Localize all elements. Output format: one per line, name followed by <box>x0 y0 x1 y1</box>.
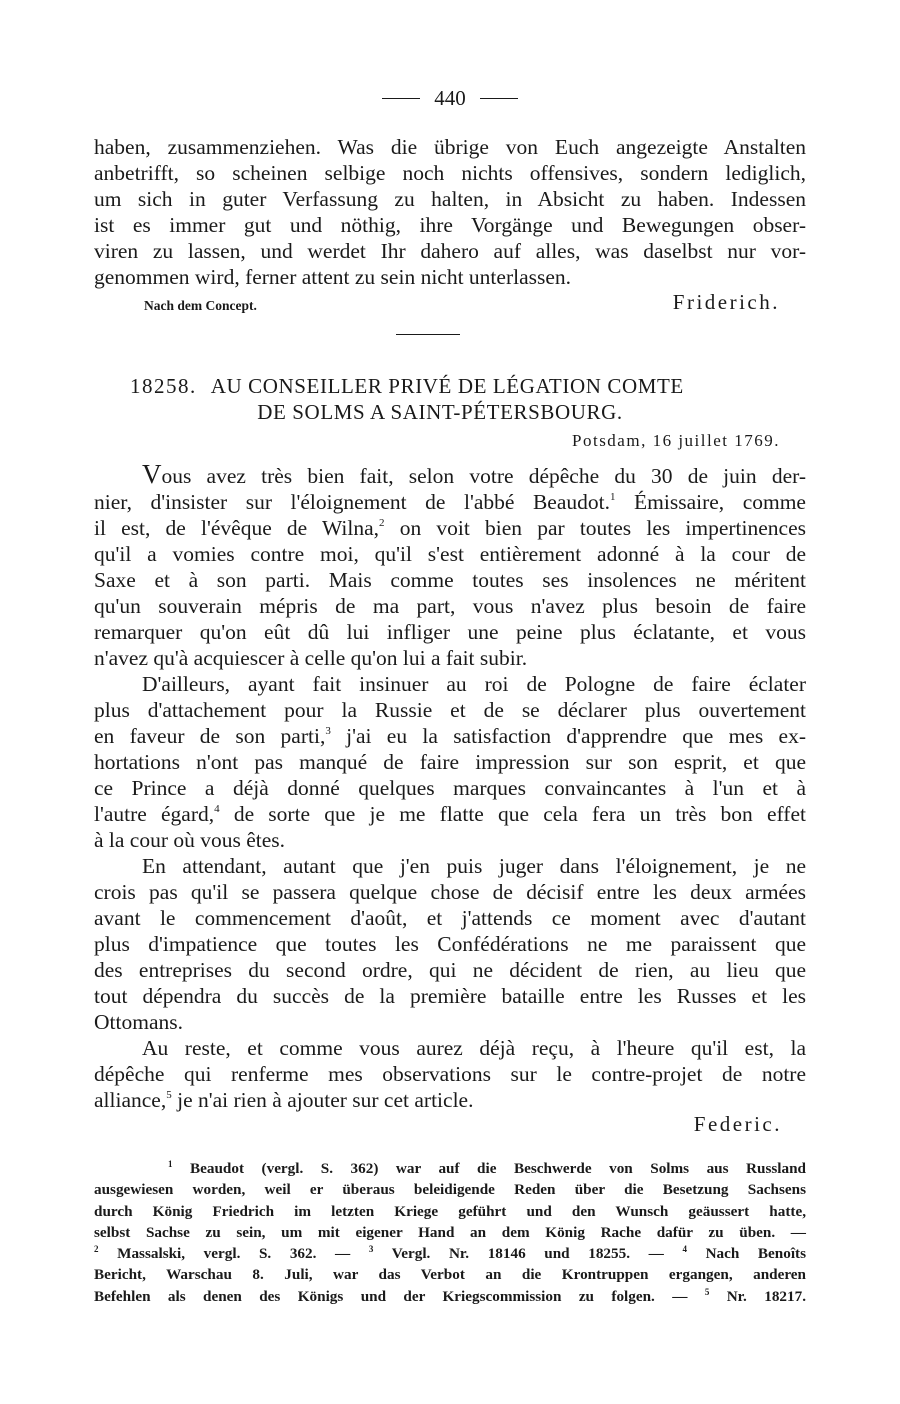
letter-number: 18258. <box>130 374 197 398</box>
text-line: haben, zusammenziehen. Was die übrige von Euch angezeigte Anstalten <box>94 135 806 159</box>
footnote-ref: 1 <box>609 491 616 503</box>
footnote-mark: 3 <box>368 1244 374 1255</box>
page-number: 440 <box>434 86 466 110</box>
text-line: qu'il a vomies contre moi, qu'il s'est entièrement adonné à la cour de <box>94 542 806 566</box>
footnote-line: Bericht, Warschau 8. Juli, war das Verbot an die Krontruppen ergangen, anderen <box>94 1266 806 1284</box>
text-line: dépêche qui renferme mes observations sur le contre-projet de notre <box>94 1062 806 1086</box>
text-line: um sich in guter Verfassung zu halten, in Absicht zu haben. Indessen <box>94 187 806 211</box>
letter-heading <box>130 374 790 425</box>
footnote-line: $^2$ Massalski, vergl. S. 362. — $^3$ Vergl. Nr. 18146 und 18255. — $^4$ Nach Benoîts <box>94 1244 807 1263</box>
letter-title-line1: AU CONSEILLER PRIVÉ DE LÉGATION COMTE <box>210 374 684 398</box>
footnote-mark: 4 <box>682 1244 687 1255</box>
text-line: D'ailleurs, ayant fait insinuer au roi de Pologne de faire éclater <box>142 672 806 696</box>
footnote-line: $^1$ Beaudot (vergl. S. 362) war auf die Beschwerde von Solms aus Russland <box>168 1159 806 1177</box>
text-line: plus d'impatience que toutes les Confédérations ne me paraissent que <box>94 932 806 956</box>
text-line: ist es immer gut und nöthig, ihre Vorgänge und Bewegungen obser- <box>94 213 806 237</box>
letter-title-line2: DE SOLMS A SAINT-PÉTERSBOURG. <box>257 400 623 424</box>
text-line: remarquer qu'on eût dû lui infliger une peine plus éclatante, et vous <box>94 620 806 644</box>
dateline: Potsdam, 16 juillet 1769. <box>572 431 780 450</box>
text-line: avant le commencement d'août, et j'attends ce moment avec d'autant <box>94 906 806 930</box>
text-line: Vous avez très bien fait, selon votre dépêche du 30 de juin der- <box>142 459 806 489</box>
drop-initial: V <box>142 459 162 489</box>
signature-federic: Federic. <box>693 1112 782 1136</box>
footnote-line: Befehlen als denen des Königs und der Kriegscommission zu folgen. — $^5$ Nr. 18217. <box>94 1286 806 1305</box>
source-note: Nach dem Concept. <box>144 298 257 313</box>
footnote-ref: 5 <box>166 1089 172 1101</box>
footnote-line: ausgewiesen worden, weil er überaus beleidigende Reden über die Besetzung Sachsens <box>94 1181 806 1199</box>
signature-friderich: Friderich. <box>672 290 780 314</box>
header-dash-left <box>382 98 420 99</box>
text-line: l'autre égard,$^4$ de sorte que je me flatte que cela fera un très bon effet <box>94 802 806 826</box>
text-line: il est, de l'évêque de Wilna,$^2$ on voit bien par toutes les impertinences <box>94 516 806 540</box>
text-line: Au reste, et comme vous aurez déjà reçu, à l'heure qu'il est, la <box>142 1036 806 1060</box>
footnote-line: selbst Sachse zu sein, um mit eigener Hand an dem König Rache dafür zu üben. — <box>94 1223 806 1241</box>
text-line: plus d'attachement pour la Russie et de se déclarer plus ouvertement <box>94 698 806 722</box>
text-line: qu'un souverain mépris de ma part, vous n'avez plus besoin de faire <box>94 594 806 618</box>
text-line: des entreprises du second ordre, qui ne décident de rien, au lieu que <box>94 958 806 982</box>
text-line: anbetrifft, so scheinen selbige noch nichts offensives, sondern lediglich, <box>94 161 806 185</box>
text-line: n'avez qu'à acquiescer à celle qu'on lui a fait subir. <box>94 646 528 670</box>
footnote-mark: 5 <box>704 1286 710 1297</box>
source-note-row <box>94 290 806 320</box>
text-line: En attendant, autant que j'en puis juger dans l'éloignement, je ne <box>142 854 806 878</box>
text-line: viren zu lassen, und werdet Ihr dahero auf alles, was daselbst nur vor- <box>94 239 806 263</box>
text-line: genommen wird, ferner attent zu sein nicht unterlassen. <box>94 265 572 289</box>
text-line: Saxe et à son parti. Mais comme toutes ses insolences ne méritent <box>94 568 806 592</box>
text-line: tout dépendra du succès de la première bataille entre les Russes et les <box>94 984 806 1008</box>
top-letter-text <box>94 134 806 290</box>
section-divider <box>396 334 460 335</box>
footnote-ref: 4 <box>214 803 220 815</box>
text-line: en faveur de son parti,$^3$ j'ai eu la satisfaction d'apprendre que mes ex- <box>94 724 806 748</box>
text-line: crois pas qu'il se passera quelque chose de décisif entre les deux armées <box>94 880 806 904</box>
text-line: Ottomans. <box>94 1010 183 1034</box>
text-line: nier, d'insister sur l'éloignement de l'abbé Beaudot.$^1$ Émissaire, comme <box>94 490 806 514</box>
header-dash-right <box>480 98 518 99</box>
footnote-ref: 2 <box>379 517 385 529</box>
text-line: à la cour où vous êtes. <box>94 828 286 852</box>
footnote-mark: 2 <box>94 1244 99 1255</box>
letter-body <box>94 461 806 1113</box>
text-line: ce Prince a déjà donné quelques marques convaincantes à l'un et à <box>94 776 806 800</box>
page-header <box>0 86 900 111</box>
text-line: alliance,$^5$ je n'ai rien à ajouter sur cet article. <box>94 1088 474 1112</box>
footnotes <box>94 1158 806 1307</box>
footnote-ref: 3 <box>325 725 331 737</box>
text-line: hortations n'ont pas manqué de faire impression sur son esprit, et que <box>94 750 806 774</box>
footnote-mark: 1 <box>168 1159 173 1169</box>
footnote-line: durch König Friedrich im letzten Kriege geführt und den Wunsch geäussert hatte, <box>94 1202 806 1220</box>
